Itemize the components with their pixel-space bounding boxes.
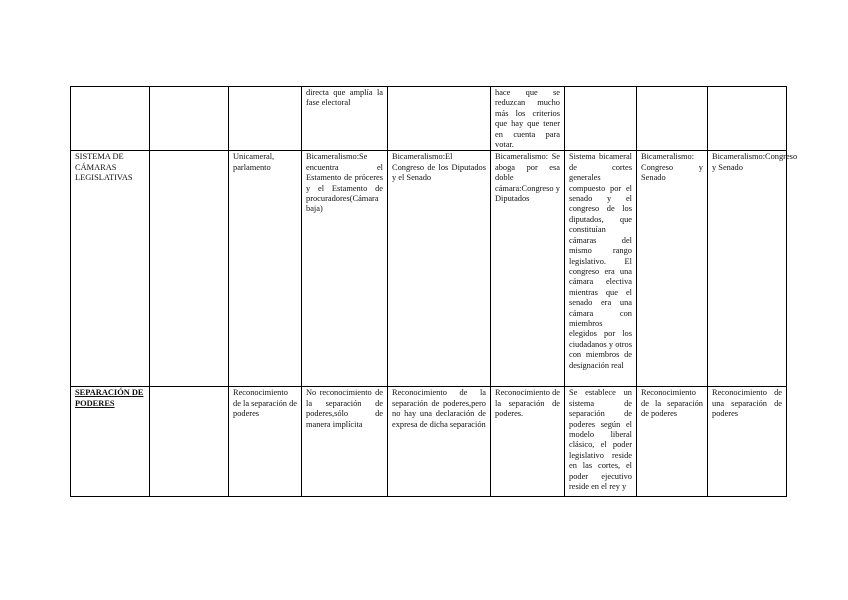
cell-text: Bicameralismo: Se aboga por esa doble cámara:Congreso y Diputados xyxy=(495,152,560,204)
table-cell xyxy=(388,387,491,497)
table-cell xyxy=(150,87,229,151)
cell-text: Reconocimiento de la separación de poderes. xyxy=(495,388,560,419)
table-cell xyxy=(302,151,388,387)
row-label-cell xyxy=(71,151,150,387)
cell-text: Reconocimiento de la separación de poderes xyxy=(641,388,703,419)
table-cell xyxy=(637,387,708,497)
cell-text: Unicameral, parlamento xyxy=(233,152,275,172)
table-cell xyxy=(302,87,388,151)
cell-text: Reconocimiento de la separación de poderes xyxy=(233,388,297,419)
table-cell xyxy=(229,151,302,387)
table-cell xyxy=(388,151,491,387)
table-cell xyxy=(229,87,302,151)
table-cell xyxy=(150,387,229,497)
cell-text: No reconocimiento de la separación de poderes,sólo de manera implícita xyxy=(306,388,383,429)
table-cell xyxy=(491,87,565,151)
comparison-table xyxy=(70,86,798,497)
table-cell xyxy=(565,87,637,151)
table-cell xyxy=(565,387,637,497)
table-cell xyxy=(229,387,302,497)
row-label: SISTEMA DE CÁMARAS LEGISLATIVAS xyxy=(75,152,133,183)
table-cell xyxy=(637,87,708,151)
row-label: SEPARACIÓN DE PODERES xyxy=(75,388,144,408)
table-cell xyxy=(708,387,787,497)
cell-text: Bicameralismo:Congreso y Senado xyxy=(712,152,798,172)
table-cell xyxy=(302,387,388,497)
table-row-separation-of-powers xyxy=(71,387,787,497)
table-cell xyxy=(491,151,565,387)
table-row-continuation xyxy=(71,87,787,151)
table-cell xyxy=(150,151,229,387)
table-cell xyxy=(491,387,565,497)
cell-text: directa que amplía la fase electoral xyxy=(306,88,383,108)
table-cell xyxy=(388,87,491,151)
table-cell xyxy=(565,151,637,387)
table-row-legislative-chambers xyxy=(71,151,787,387)
cell-text: Bicameralismo:El Congreso de los Diputados y el Senado xyxy=(392,152,486,183)
row-label-cell xyxy=(71,387,150,497)
cell-text: hace que se reduzcan mucho más los criterios que hay que tener en cuenta para votar. xyxy=(495,88,560,150)
cell-text: Bicameralismo: Congreso y Senado xyxy=(641,152,703,183)
table-cell xyxy=(71,87,150,151)
cell-text: Reconocimiento de la separación de poderes,pero no hay una declaración de expresa de dicha separación xyxy=(392,388,486,429)
table-cell xyxy=(637,151,708,387)
table-cell xyxy=(708,87,787,151)
cell-text: Se establece un sistema de separación de poderes según el modelo liberal clásico, el poder legislativo reside en las cortes, el poder ejecutivo reside en el rey y xyxy=(569,388,632,492)
cell-text: Bicameralismo:Se encuentra el Estamento de próceres y el Estamento de procuradores(Cámara baja) xyxy=(306,152,383,214)
cell-text: Sistema bicameral de cortes generales compuesto por el senado y el congreso de los diputados, que constituían cámaras del mismo rango legislativo. El congreso era una cámara electiva mientras que el senado era una cámara con miembros elegidos por los ciudadanos y otros con miembros de designación real xyxy=(569,152,632,370)
cell-text: Reconocimiento de una separación de poderes xyxy=(712,388,782,419)
table-cell xyxy=(708,151,798,387)
